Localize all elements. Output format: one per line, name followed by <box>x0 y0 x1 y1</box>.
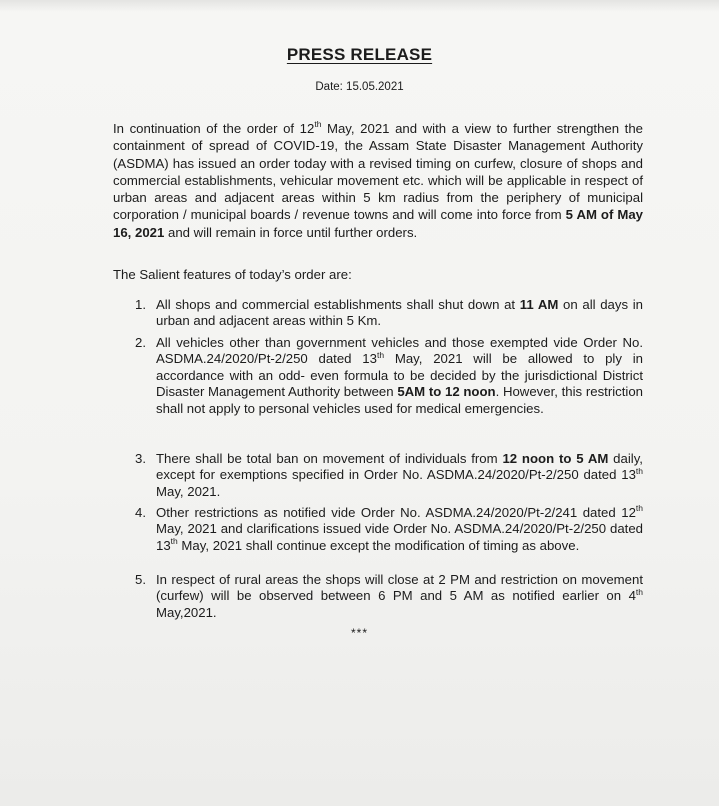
list-item: 5. In respect of rural areas the shops will close at 2 PM and restriction on movement (curfew) will be observed between 6 PM and 5 AM as notified earlier on 4th May,2021. <box>135 572 643 620</box>
scan-edge <box>0 0 719 12</box>
list-item: 4. Other restrictions as notified vide Order No. ASDMA.24/2020/Pt-2/241 dated 12th May, 2021 and clarifications issued vide Order No. ASDMA.24/2020/Pt-2/250 dated 13th May, 2021 shall continue except the modification of timing as above. <box>135 503 643 553</box>
page-title: PRESS RELEASE <box>286 45 433 64</box>
list-item: 2. All vehicles other than government vehicles and those exempted vide Order No. ASDMA.24/2020/Pt-2/250 dated 13th May, 2021 will be allowed to ply in accordance with an odd- even formula to be decided by the jurisdictional District Disaster Management Authority between 5AM to 12 noon. However, this restriction shall not apply to personal vehicles used for medical emergencies. <box>135 335 644 416</box>
list-item: 1. All shops and commercial establishments shall shut down at 11 AM on all days in urban and adjacent areas within 5 Km. <box>135 297 643 329</box>
list-item: 3. There shall be total ban on movement of individuals from 12 noon to 5 AM daily, except for exemptions specified in Order No. ASDMA.24/2020/Pt-2/250 dated 13th May, 2021. <box>135 451 643 499</box>
release-date: Date: 15.05.2021 <box>315 81 404 93</box>
salient-features-heading: The Salient features of today’s order are: <box>113 267 352 282</box>
end-mark: *** <box>350 626 368 640</box>
intro-paragraph: In continuation of the order of 12th May, 2021 and with a view to further strengthen the containment of spread of COVID-19, the Assam State Disaster Management Authority (ASDMA) has issued an order today with a revised timing on curfew, closure of shops and commercial establishments, vehicular movement etc. which will be applicable in respect of urban areas and adjacent areas within 5 km radius from the periphery of municipal corporation / municipal boards / revenue towns and will come into force from 5 AM of May 16, 2021 and will remain in force until further orders. <box>113 119 643 240</box>
